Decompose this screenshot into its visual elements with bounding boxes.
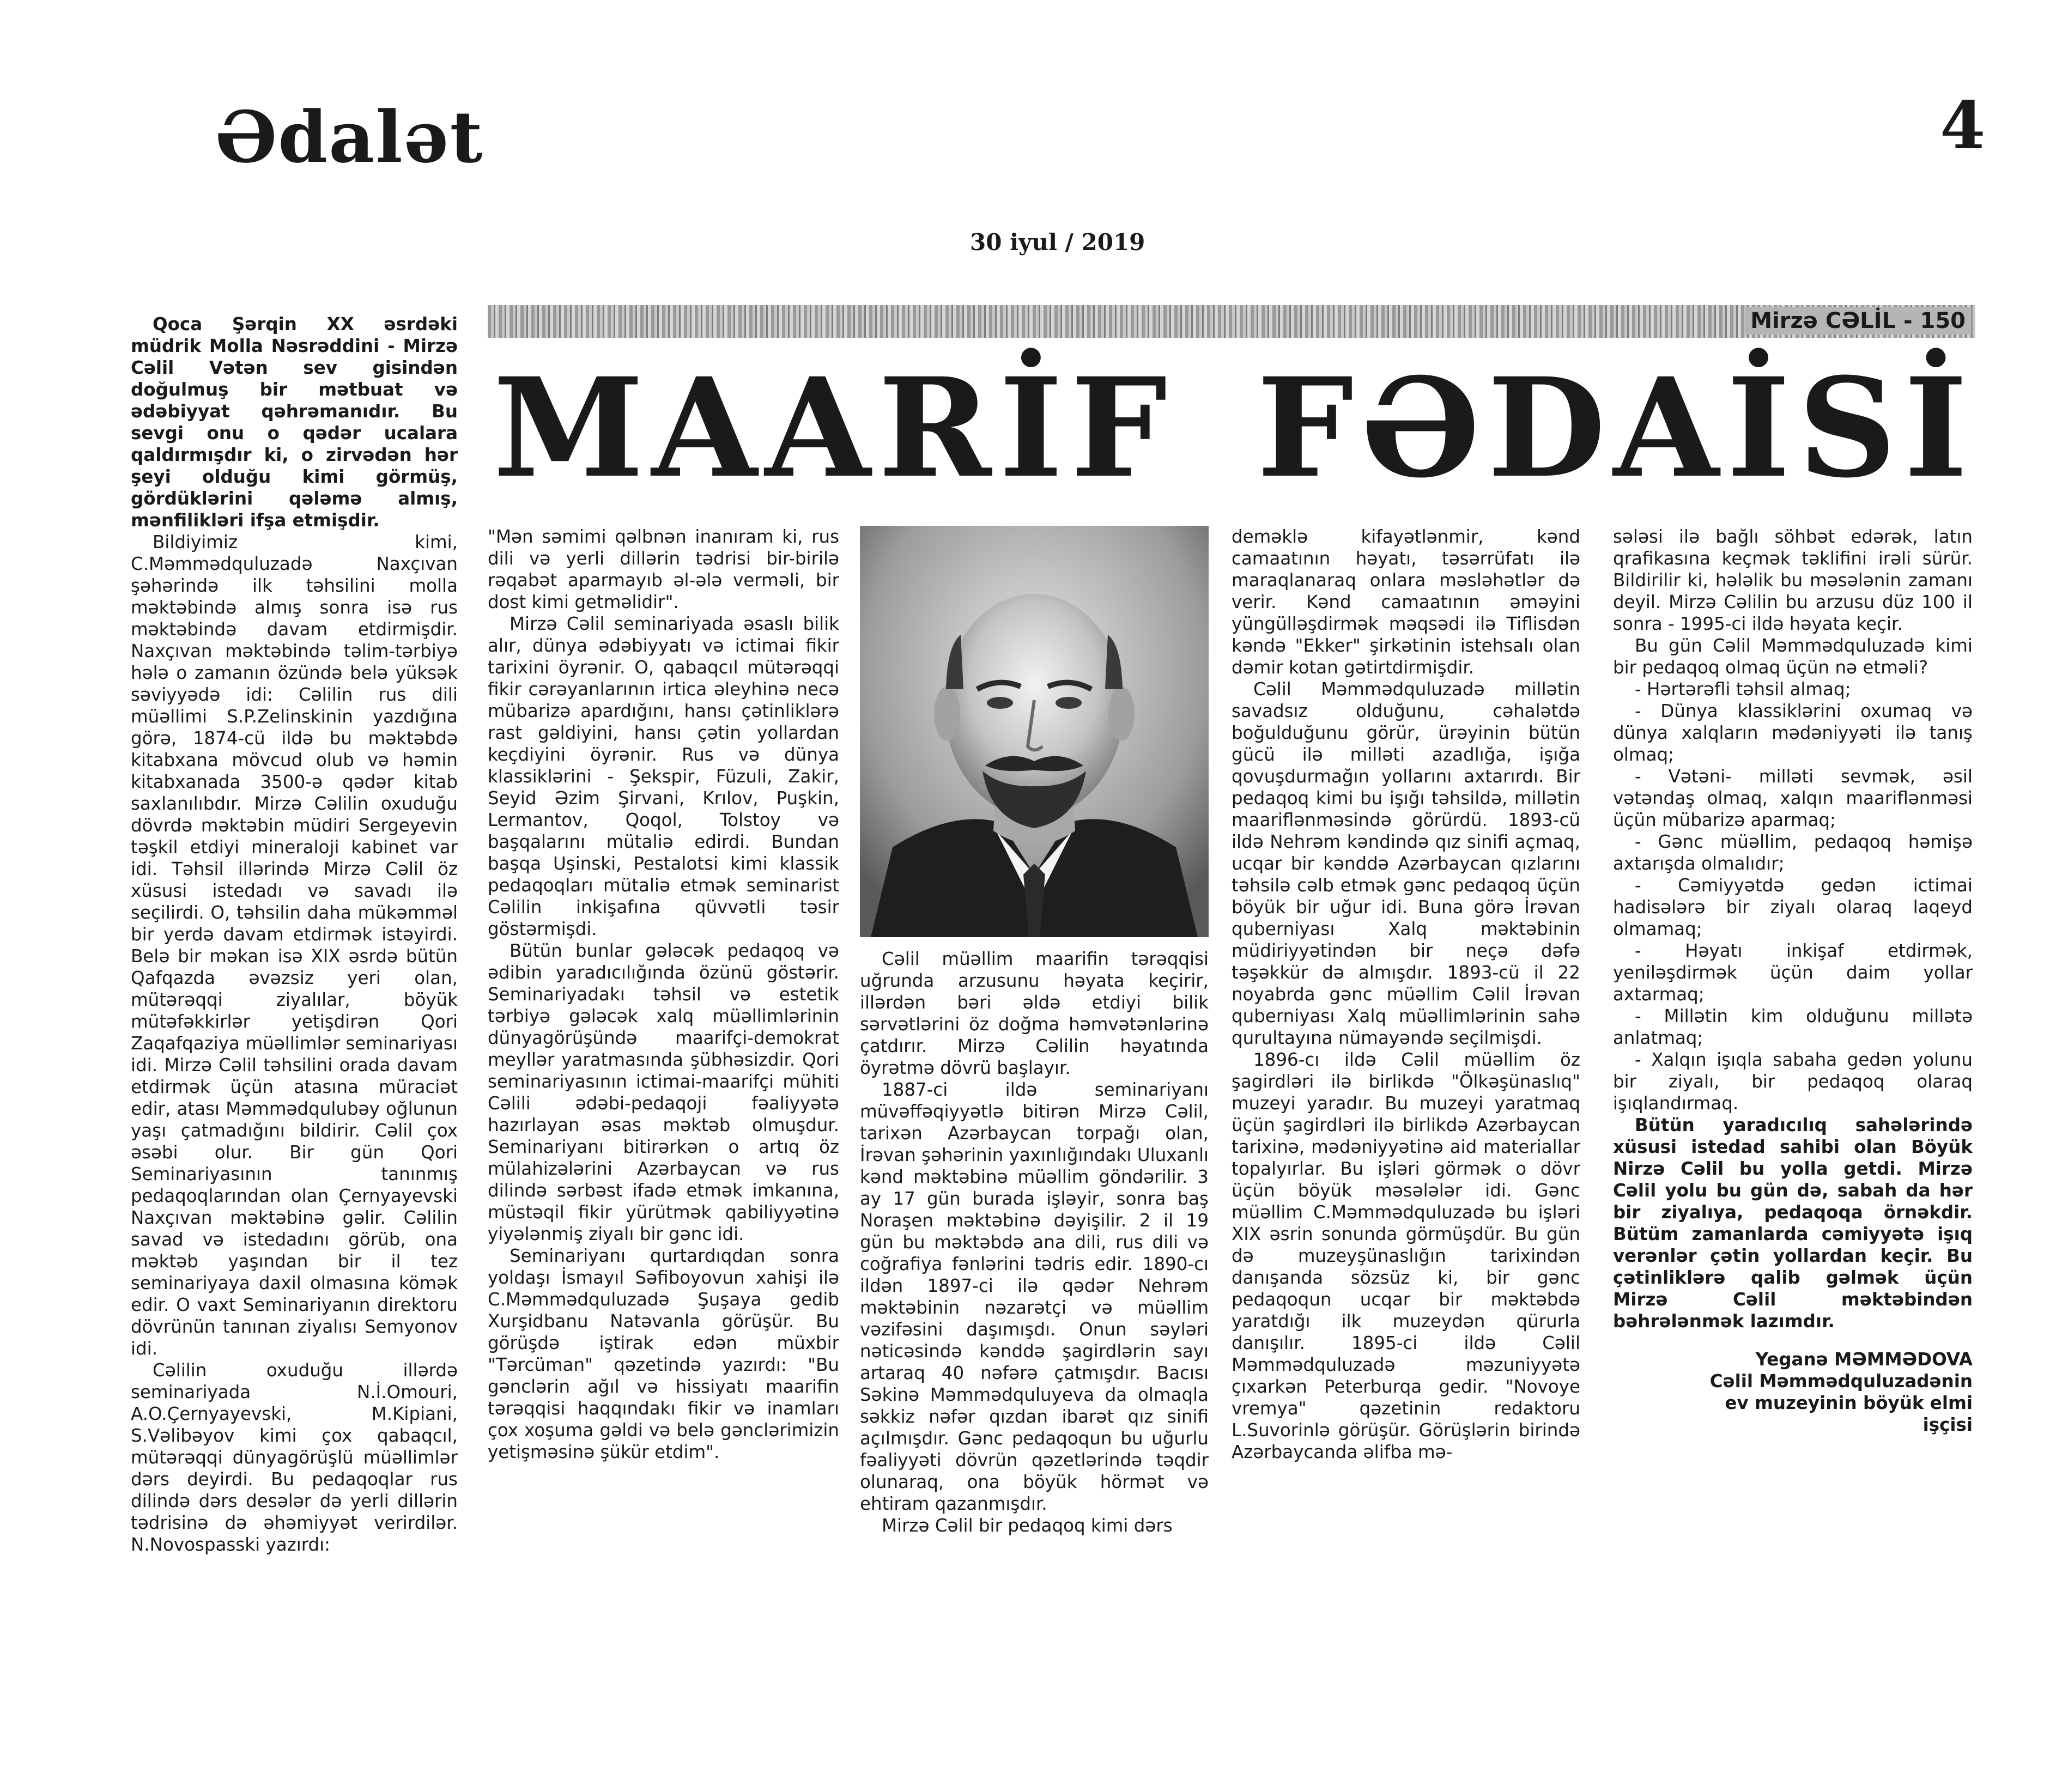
author-title-line: işçisi (1922, 1414, 1973, 1435)
author-title-line: ev muzeyinin böyük elmi (1725, 1393, 1973, 1413)
list-item: - Xalqın işıqla sabaha gedən yolunu bir ziyalı, bir pedaqoq olaraq işıqlandırmaq. (1613, 1049, 1973, 1114)
paragraph: Mirzə Cəlil seminariyada əsaslı bilik alır, dünya ədəbiyyatı və ictimai fikir tarixini öyrənir. O, qabaqcıl mütərəqqi fikir cərəyanlarının irtica əleyhinə necə mübarizə apardığını, hansı çətinliklərə rast gəldiyini, hansı çətin yollardan keçdiyini öyrənir. Rus və dünya klassiklərini - Şekspir, Füzuli, Zakir, Seyid Əzim Şirvani, Krılov, Puşkin, Lermantov, Qoqol, Tolstoy və başqalarını mütaliə edirdi. Bundan başqa Uşinski, Pestalotsi kimi klassik pedaqoqları mütaliə etmək seminarist Cəlilin inkişafına qüvvətli təsir göstərmişdi. (488, 613, 839, 939)
list-item: - Həyatı inkişaf etdirmək, yeniləşdirmək üçün daim yollar axtarmaq; (1613, 940, 1973, 1005)
paragraph: 1887-ci ildə seminariyanı müvəffəqiyyətlə bitirən Mirzə Cəlil, tarixən Azərbaycan torpağı olan, İrəvan şəhərinin yaxınlığındakı Uluxanlı kənd məktəbinə müəllim göndərilir. 3 ay 17 gün burada işləyir, sonra baş Noraşen məktəbinə dəyişilir. 2 il 19 gün bu məktəbdə ana dili, rus dili və coğrafiya fənlərini tədris edir. 1890-cı ildən 1897-ci ilə qədər Nehrəm məktəbinin nəzarətçi və müəllim vəzifəsini daşımışdı. Onun səyləri nəticəsində kənddə şagirdlərin sayı artaraq 40 nəfərə çatmışdır. Bacısı Səkinə Məmmədquluyeva da olmaqla səkkiz nəfər qızdan ibarət qız sinifi açılmışdır. Gənc pedaqoqun bu uğurlu fəaliyyəti dövrün qəzetlərində təqdir olunaraq, ona böyük hörmət və ehtiram qazanmışdır. (860, 1079, 1209, 1514)
column-4 (1232, 526, 1580, 1463)
paragraph: deməklə kifayətlənmir, kənd camaatının həyatı, təsərrüfatı ilə maraqlanaraq onlara məsləhətlər də verir. Kənd camaatının əməyini yüngülləşdirmək məqsədi ilə Tiflisdən kəndə "Ekker" şirkətinin istehsalı olan dəmir kotan gətirtdirmişdir. (1232, 526, 1580, 678)
paragraph: Cəlil Məmmədquluzadə millətin savadsız olduğunu, cəhalətdə boğulduğunu görür, ürəyinin bütün gücü ilə milləti azadlığa, işığa qovuşdurmağın yollarını axtarırdı. Bir pedaqoq kimi bu işığı təhsildə, millətin maariflənməsində görürdü. 1893-cü ildə Nehrəm kəndində qız sinifi açmaq, ucqar bir kənddə Azərbaycan qızlarını təhsilə cəlb etmək gənc pedaqoq üçün böyük bir uğur idi. Buna görə İrəvan quberniyası Xalq məktəbinin müdiriyyətindən bir neçə dəfə təşəkkür də almışdır. 1893-cü il 22 noyabrda gənc müəllim Cəlil İrəvan quberniyası Xalq müəllimlərinin sahə qurultayına nümayəndə seçilmişdi. (1232, 679, 1580, 1048)
author-signature (1613, 1348, 1973, 1436)
column-1 (131, 313, 458, 1556)
list-item: - Hərtərəfli təhsil almaq; (1635, 679, 1851, 700)
paragraph: Cəlilin oxuduğu illərdə seminariyada N.İ.Omouri, A.O.Çernyayevski, M.Kipiani, S.Vəlibəyov kimi çox qabaqcıl, mütərəqqi dünyagörüşlü müəllimlər dərs deyirdi. Bu pedaqoqlar rus dilində dərs desələr də yerli dillərin tədrisinə də əhəmiyyət verirdilər. N.Novospasski yazırdı: (131, 1360, 458, 1555)
paragraph: Bildiyimiz kimi, C.Məmmədquluzadə Naxçıvan şəhərində ilk təhsilini molla məktəbində almış sonra isə rus məktəbində davam etdirmişdir. Naxçıvan məktəbində təlim-tərbiyə hələ o zamanın özündə belə yüksək səviyyədə idi: Cəlilin rus dili müəllimi S.P.Zelinskinin yazdığına görə, 1874-cü ildə bu məktəbdə kitabxana mövcud olub və həmin kitabxanada 3500-ə qədər kitab saxlanılıbdır. Mirzə Cəlilin oxuduğu dövrdə məktəbin müdiri Sergeyevin təşkil etdiyi mineraloji kabinet var idi. Təhsil illərində Mirzə Cəlil öz xüsusi istedadı və savadı ilə seçilirdi. O, təhsilin daha mükəmməl bir yerdə davam etdirmək istəyirdi. Belə bir məkan isə XIX əsrdə bütün Qafqazda əvəzsiz yeri olan, mütərəqqi ziyalılar, böyük mütəfəkkirlər yetişdirən Qori Zaqafqaziya müəllimlər seminariyası idi. Mirzə Cəlil təhsilini orada davam etdirmək üçün atasına müraciət edir, atası Məmmədqulubəy oğlunun yaşı çatmadığını bildirir. Cəlil çox əsəbi olur. Bir gün Qori Seminariyasının tanınmış pedaqoqlarından olan Çernyayevski Naxçıvan məktəbinə gəlir. Cəlilin savad və istedadını görüb, ona məktəb yaşından bir il tez seminariyaya daxil olmasına kömək edir. O vaxt Seminariyanın direktoru dövrünün tanınan ziyalısı Semyonov idi. (131, 532, 458, 1359)
paragraph: Bütün bunlar gələcək pedaqoq və ədibin yaradıcılığında özünü göstərir. Seminariyadakı təhsil və estetik tərbiyə gələcək xalq müəllimlərinin dünyagörüşündə maarifçi-demokrat meyllər yaratmasında şübhəsizdir. Qori seminariyasının ictimai-maarifçi mühiti Cəlili ədəbi-pedaqoji fəaliyyətə hazırlayan əsas məktəb olmuşdur. Seminariyanı bitirərkən o artıq öz mülahizələrini Azərbaycan və rus dilində sərbəst ifadə etmək imkanına, müstəqil fikir yürütmək qabiliyyətinə yiyələnmiş ziyalı bir gənc idi. (488, 940, 839, 1244)
paragraph: Bu gün Cəlil Məmmədquluzadə kimi bir pedaqoq olmaq üçün nə etməli? (1613, 635, 1973, 678)
headline-word-1: MAARİF (493, 348, 1175, 508)
column-3 (860, 948, 1209, 1536)
rubric-label: Mirzə CƏLİL - 150 (1745, 307, 1971, 335)
paragraph: Cəlil müəllim maarifin tərəqqisi uğrunda arzusunu həyata keçirir, illərdən bəri əldə etdiyi bilik sərvətlərini öz doğma həmvətənlərinə çatdırır. Mirzə Cəlilin həyatında öyrətmə dövrü başlayır. (860, 949, 1209, 1078)
paragraph: Mirzə Cəlil bir pedaqoq kimi dərs (882, 1515, 1173, 1536)
list-item: - Gənc müəllim, pedaqoq həmişə axtarışda olmalıdır; (1613, 831, 1973, 874)
list-item: - Cəmiyyətdə gedən ictimai hadisələrə bir ziyalı olaraq laqeyd olmamaq; (1613, 875, 1973, 939)
quote-paragraph: "Mən səmimi qəlbnən inanıram ki, rus dili və yerli dillərin tədrisi bir-birilə rəqabət aparmayıb əl-ələ verməli, bir dost kimi getməlidir". (488, 526, 839, 612)
rubric-band (488, 305, 1975, 338)
conclusion-paragraph: Bütün yaradıcılıq sahələrində xüsusi istedad sahibi olan Böyük Nirzə Cəlil bu yolla getdi. Mirzə Cəlil yolu bu gün də, sabah da hər bir ziyalıya, pedaqoqa örnəkdir. Bütüm zamanlarda cəmiyyətə işıq verənlər çətin yollardan keçir. Bu çətinliklərə qalib gəlmək üçün Mirzə Cəlil məktəbindən bəhrələnmək lazımdır. (1613, 1115, 1973, 1332)
headline-word-2: FƏDAİSİ (1257, 348, 1975, 508)
paragraph: sələsi ilə bağlı söhbət edərək, latın qrafikasına keçmək təklifini irəli sürür. Bildirilir ki, hələlik bu məsələnin zamanı deyil. Mirzə Cəlilin bu arzusu düz 100 il sonra - 1995-ci ildə həyata keçir. (1613, 526, 1973, 634)
issue-date: 30 iyul / 2019 (970, 229, 1145, 256)
list-item: - Millətin kim olduğunu millətə anlatmaq; (1613, 1006, 1973, 1048)
list-item: - Vətəni- milləti sevmək, əsil vətəndaş olmaq, xalqın maariflənməsi üçün mübarizə aparmaq; (1613, 766, 1973, 830)
column-2 (488, 526, 839, 1463)
lead-paragraph: Qoca Şərqin XX əsrdəki müdrik Molla Nəsrəddini - Mirzə Cəlil Vətən sev gisindən doğulmuş bir mətbuat və ədəbiyyat qəhrəmanıdır. Bu sevgi onu o qədər ucalara qaldırmışdır ki, o zirvədən hər şeyi olduğu kimi görmüş, gördüklərini qələmə almış, mənfilikləri ifşa etmişdir. (131, 314, 458, 531)
paragraph: Seminariyanı qurtardıqdan sonra yoldaşı İsmayıl Səfiboyovun xahişi ilə C.Məmmədquluzadə Şuşaya gedib Xurşidbanu Natəvanla görüşür. Bu görüşdə iştirak edən müxbir "Tərcüman" qəzetində yazırdı: "Bu gənclərin ağıl və hissiyatı maarifin tərəqqisi haqqındakı fikir və inamları çox xoşuma gəldi və belə gənclərimizin yetişməsinə şükür etdim". (488, 1246, 839, 1462)
page-number: 4 (1940, 87, 1986, 164)
author-name: Yeganə MƏMMƏDOVA (1755, 1349, 1973, 1370)
portrait-photo (860, 526, 1209, 937)
newspaper-title: Ədalət (215, 95, 484, 179)
list-item: - Dünya klassiklərini oxumaq və dünya xalqların mədəniyyəti ilə tanış olmaq; (1613, 701, 1973, 765)
column-5 (1613, 526, 1973, 1436)
author-title-line: Cəlil Məmmədquluzadənin (1709, 1371, 1973, 1392)
article-headline (493, 348, 1975, 508)
paragraph: 1896-cı ildə Cəlil müəllim öz şagirdləri ilə birlikdə "Ölkəşünaslıq" muzeyi yaradır. Bu muzeyi yaratmaq üçün şagirdləri ilə birlikdə Azərbaycan tarixinə, mədəniyyətinə aid materiallar topalyırlar. Bu işləri görmək o dövr üçün böyük məsələlər idi. Gənc müəllim C.Məmmədquluzadə bu işləri XIX əsrin sonunda görmüşdür. Bu gün də muzeyşünaslığın tarixindən danışanda sözsüz ki, bir gənc pedaqoqun ucqar bir məktəbdə yaratdığı ilk muzeydən qürurla danışılır. 1895-ci ildə Cəlil Məmmədquluzadə məzuniyyətə çıxarkən Peterburqa gedir. "Novoye vremya" qəzetinin redaktoru L.Suvorinlə görüşür. Görüşlərin birində Azərbaycanda əlifba mə- (1232, 1049, 1580, 1462)
portrait-image (860, 526, 1209, 937)
